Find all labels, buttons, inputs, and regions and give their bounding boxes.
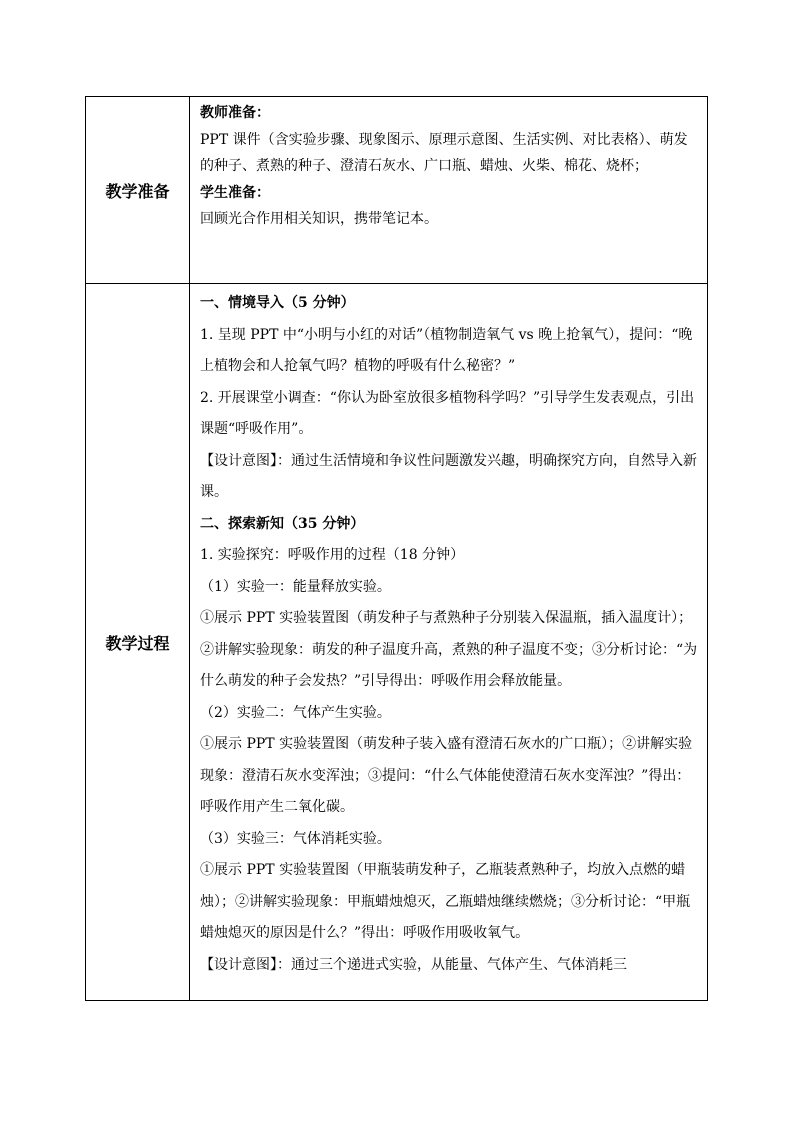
paragraph: （3）实验三：气体消耗实验。 bbox=[200, 830, 391, 847]
design-intent: 【设计意图】：通过生活情境和争议性问题激发兴趣，明确探究方向，自然导入新课。 bbox=[200, 452, 697, 500]
prep-content bbox=[190, 97, 707, 283]
paragraph: （1）实验一：能量释放实验。 bbox=[200, 578, 391, 595]
prep-label: 教学准备 bbox=[86, 97, 190, 283]
teacher-prep-heading: 教师准备： bbox=[200, 105, 270, 121]
section-heading: 一、情境导入（5 分钟） bbox=[200, 295, 355, 311]
prep-row bbox=[86, 97, 707, 284]
student-prep-text: 回顾光合作用相关知识，携带笔记本。 bbox=[200, 211, 438, 227]
paragraph: 1. 实验探究：呼吸作用的过程（18 分钟） bbox=[200, 547, 465, 563]
paragraph: ①展示 PPT 实验装置图（甲瓶装萌发种子，乙瓶装煮熟种子，均放入点燃的蜡烛）；②讲解实验现象：甲瓶蜡烛熄灭，乙瓶蜡烛继续燃烧；③分析讨论：“甲瓶蜡烛熄灭的原因是什么？”得出：呼吸作用吸收氧气。 bbox=[200, 862, 691, 941]
teacher-prep-text: PPT 课件（含实验步骤、现象图示、原理示意图、生活实例、对比表格）、萌发的种子、煮熟的种子、澄清石灰水、广口瓶、蜡烛、火柴、棉花、烧杯； bbox=[200, 131, 688, 174]
lesson-plan-table bbox=[85, 96, 708, 1001]
paragraph: 1. 呈现 PPT 中“小明与小红的对话”（植物制造氧气 vs 晚上抢氧气），提问：“晚上植物会和人抢氧气吗？植物的呼吸有什么秘密？” bbox=[200, 326, 693, 374]
section-heading: 二、探索新知（35 分钟） bbox=[200, 515, 365, 532]
student-prep-heading: 学生准备： bbox=[200, 184, 270, 201]
design-intent: 【设计意图】：通过三个递进式实验，从能量、气体产生、气体消耗三 bbox=[200, 956, 627, 973]
paragraph: ①展示 PPT 实验装置图（萌发种子与煮熟种子分别装入保温瓶，插入温度计）；②讲解实验现象：萌发的种子温度升高，煮熟的种子温度不变；③分析讨论：“为什么萌发的种子会发热？”引导得出：呼吸作用会释放能量。 bbox=[200, 610, 698, 689]
paragraph: （2）实验二：气体产生实验。 bbox=[200, 704, 391, 721]
process-row bbox=[86, 284, 707, 1000]
paragraph: ①展示 PPT 实验装置图（萌发种子装入盛有澄清石灰水的广口瓶）；②讲解实验现象：澄清石灰水变浑浊；③提问：“什么气体能使澄清石灰水变浑浊？”得出：呼吸作用产生二氧化碳。 bbox=[200, 736, 693, 815]
process-label: 教学过程 bbox=[86, 284, 190, 1000]
paragraph: 2. 开展课堂小调查：“你认为卧室放很多植物科学吗？”引导学生发表观点，引出课题“呼吸作用”。 bbox=[200, 389, 695, 437]
process-content bbox=[190, 284, 707, 1000]
